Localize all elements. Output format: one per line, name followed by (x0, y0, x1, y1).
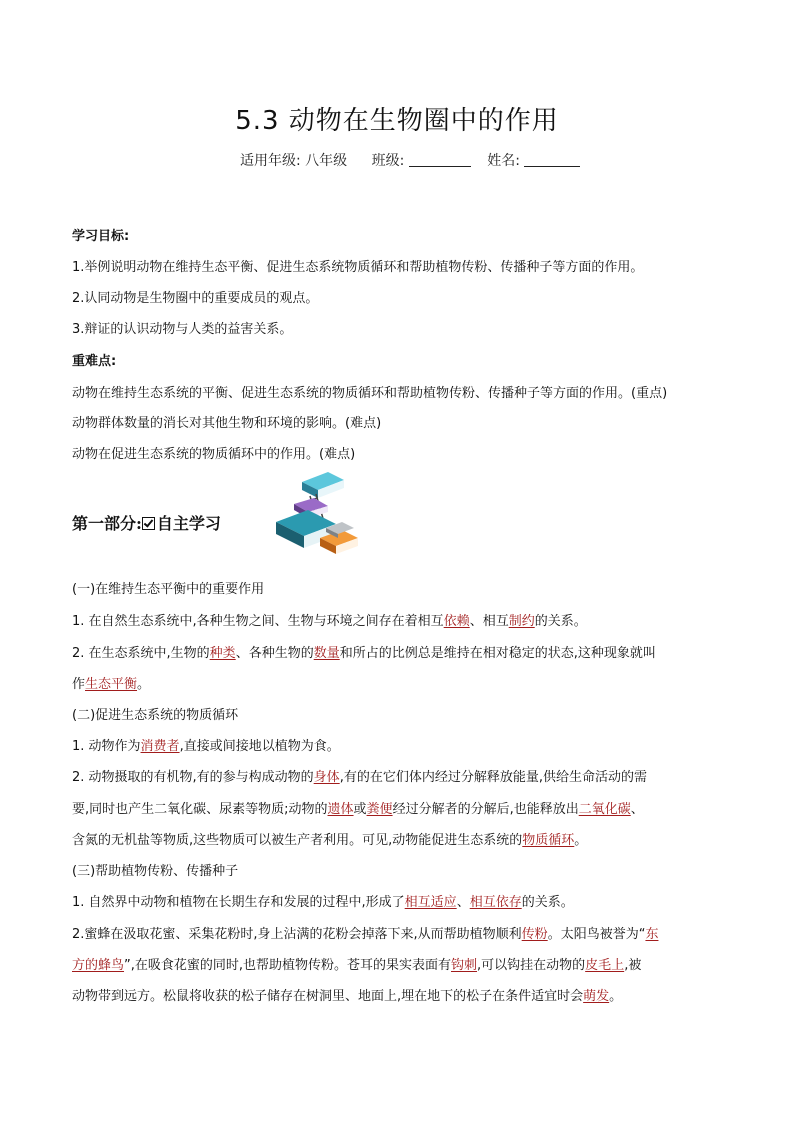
text: 和所占的比例总是维持在相对稳定的状态,这种现象就叫 (339, 646, 656, 661)
answer: 传粉 (521, 927, 548, 942)
text: ,可以钩挂在动物的 (477, 958, 586, 973)
text: 。太阳鸟被誉为“ (547, 927, 646, 942)
key-point-item: 动物群体数量的消长对其他生物和环境的影响。(难点) (72, 416, 382, 431)
answer: 萌发 (583, 989, 610, 1004)
key-point-item: 动物在维持生态系统的平衡、促进生态系统的物质循环和帮助植物传粉、传播种子等方面的作用。(重点) (72, 386, 668, 401)
section-three-title: (三)帮助植物传粉、传播种子 (72, 864, 239, 879)
section-two-line-1 (72, 737, 732, 757)
answer: 依赖 (443, 614, 470, 629)
section-one-title: (一)在维持生态平衡中的重要作用 (72, 582, 265, 597)
text: 1. 在自然生态系统中,各种生物之间、生物与环境之间存在着相互 (72, 614, 444, 629)
answer: 制约 (508, 614, 535, 629)
part-one-title (72, 511, 221, 534)
text: 、 (456, 895, 470, 910)
text: ,直接或间接地以植物为食。 (179, 739, 340, 754)
answer: 粪便 (366, 802, 393, 817)
answer: 东 (645, 927, 659, 942)
answer: 物质循环 (522, 833, 575, 848)
text: 。 (137, 677, 151, 692)
part-one-subtitle: 自主学习 (156, 514, 221, 533)
text: 、相互 (469, 614, 509, 629)
text: 要,同时也产生二氧化碳、尿素等物质;动物的 (72, 802, 328, 817)
text: ”,在吸食花蜜的同时,也帮助植物传粉。苍耳的果实表面有 (124, 958, 452, 973)
section-two-title: (二)促进生态系统的物质循环 (72, 708, 239, 723)
section-three-line-2 (72, 925, 732, 945)
answer: 相互依存 (469, 895, 522, 910)
section-one-line-3 (72, 675, 732, 695)
grade-label: 适用年级: 八年级 (240, 153, 348, 169)
text: 经过分解者的分解后,也能释放出 (392, 802, 579, 817)
part-one-label: 第一部分: (72, 514, 142, 533)
text: 、 (630, 802, 644, 817)
text: 作 (72, 677, 86, 692)
answer: 钩刺 (451, 958, 478, 973)
class-label: 班级: (371, 153, 405, 169)
objectives-heading: 学习目标: (72, 229, 130, 244)
student-info (240, 150, 580, 170)
objective-item: 1.举例说明动物在维持生态平衡、促进生态系统物质循环和帮助植物传粉、传播种子等方面的作用。 (72, 260, 644, 275)
text: 。 (574, 833, 588, 848)
books-icon (272, 466, 362, 558)
page-title: 5.3 动物在生物圈中的作用 (235, 106, 559, 136)
answer: 相互适应 (404, 895, 457, 910)
class-blank[interactable] (409, 152, 471, 167)
text: 1. 动物作为 (72, 739, 141, 754)
answer: 数量 (313, 646, 340, 661)
text: 2.蜜蜂在汲取花蜜、采集花粉时,身上沾满的花粉会掉落下来,从而帮助植物顺利 (72, 927, 522, 942)
text: 1. 自然界中动物和植物在长期生存和发展的过程中,形成了 (72, 895, 405, 910)
objective-item: 3.辩证的认识动物与人类的益害关系。 (72, 322, 293, 337)
answer: 生态平衡 (85, 677, 138, 692)
section-three-line-1 (72, 893, 732, 913)
key-point-item: 动物在促进生态系统的物质循环中的作用。(难点) (72, 447, 356, 462)
text: 或 (353, 802, 367, 817)
name-label: 姓名: (487, 153, 520, 169)
section-two-line-4 (72, 831, 732, 851)
text: ,有的在它们体内经过分解释放能量,供给生命活动的需 (339, 770, 647, 785)
key-points-heading: 重难点: (72, 354, 117, 369)
text: 含氮的无机盐等物质,这些物质可以被生产者利用。可见,动物能促进生态系统的 (72, 833, 523, 848)
answer: 皮毛上 (585, 958, 625, 973)
name-blank[interactable] (524, 152, 580, 167)
section-three-line-3 (72, 956, 732, 976)
section-two-line-2 (72, 768, 732, 788)
checkbox-icon (142, 517, 155, 530)
text: ,被 (624, 958, 642, 973)
section-one-line-2 (72, 644, 732, 664)
section-two-line-3 (72, 800, 732, 820)
answer: 遗体 (327, 802, 354, 817)
section-one-line-1 (72, 612, 732, 632)
text: 2. 在生态系统中,生物的 (72, 646, 210, 661)
answer: 身体 (313, 770, 340, 785)
text: 的关系。 (521, 895, 574, 910)
section-three-line-4 (72, 987, 732, 1007)
text: 、各种生物的 (235, 646, 314, 661)
answer: 种类 (209, 646, 236, 661)
answer: 方的蜂鸟 (72, 958, 125, 973)
text: 的关系。 (534, 614, 587, 629)
answer: 消费者 (140, 739, 180, 754)
text: 动物带到远方。松鼠将收获的松子储存在树洞里、地面上,埋在地下的松子在条件适宜时会 (72, 989, 584, 1004)
answer: 二氧化碳 (578, 802, 631, 817)
text: 。 (609, 989, 623, 1004)
objective-item: 2.认同动物是生物圈中的重要成员的观点。 (72, 291, 319, 306)
text: 2. 动物摄取的有机物,有的参与构成动物的 (72, 770, 314, 785)
